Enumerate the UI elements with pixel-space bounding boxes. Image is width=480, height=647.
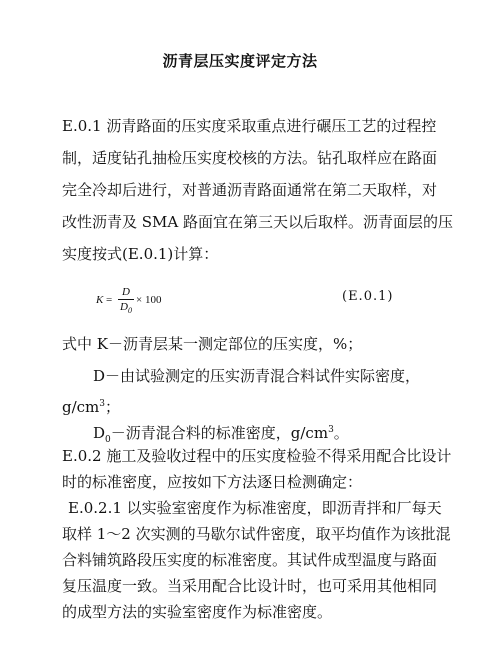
definition-d-unit: $g/cm^3$； — [62, 398, 121, 416]
paragraph-e01-line: 实度按式(E.0.1)计算： — [62, 245, 219, 263]
paragraph-e021-line: 合料铺筑路段压实度的标准密度。其试件成型温度与路面 — [62, 551, 438, 569]
paragraph-e01-line: 完全冷却后进行，对普通沥青路面通常在第二天取样，对 — [62, 181, 438, 199]
paragraph-e021-line: 复压温度一致。当采用配合比设计时，也可采用其他相同 — [62, 577, 438, 595]
document-title: 沥青层压实度评定方法 — [162, 52, 318, 70]
paragraph-e02-line: E.0.2 施工及验收过程中的压实度检验不得采用配合比设计 — [62, 447, 452, 465]
compaction-formula — [96, 286, 216, 320]
formula-numerator: D — [122, 286, 130, 298]
paragraph-e02-line: 时的标准密度，应按如下方法逐日检测确定： — [62, 473, 363, 491]
definition-k: 式中 K－沥青层某一测定部位的压实度，%； — [62, 335, 363, 353]
paragraph-e01-line: 改性沥青及 SMA 路面宜在第三天以后取样。沥青面层的压 — [62, 213, 454, 231]
definition-d: D－由试验测定的压实沥青混合料试件实际密度， — [93, 367, 421, 385]
formula-fraction — [118, 286, 134, 317]
paragraph-e021-line: E.0.2.1 以实验室密度作为标准密度，即沥青拌和厂每天 — [68, 499, 442, 517]
formula-equals: = — [106, 294, 113, 306]
definition-d0: $D_0-$沥青混合料的标准密度，$g/cm^3$。 — [93, 424, 349, 445]
equation-number: (E.0.1) — [342, 289, 394, 304]
formula-lhs: K — [96, 294, 104, 306]
paragraph-e01-line: 制，适度钻孔抽检压实度校核的方法。钻孔取样应在路面 — [62, 149, 438, 167]
formula-denominator: $D_0$ — [120, 301, 132, 316]
fraction-bar — [118, 299, 134, 300]
paragraph-e021-line: 取样 1～2 次实测的马歇尔试件密度，取平均值作为该批混 — [62, 525, 451, 543]
paragraph-e01-line: E.0.1 沥青路面的压实度采取重点进行碾压工艺的过程控 — [62, 117, 437, 135]
paragraph-e021-line: 的成型方法的实验室密度作为标准密度。 — [62, 603, 333, 621]
formula-multiplier: × 100 — [136, 294, 162, 306]
